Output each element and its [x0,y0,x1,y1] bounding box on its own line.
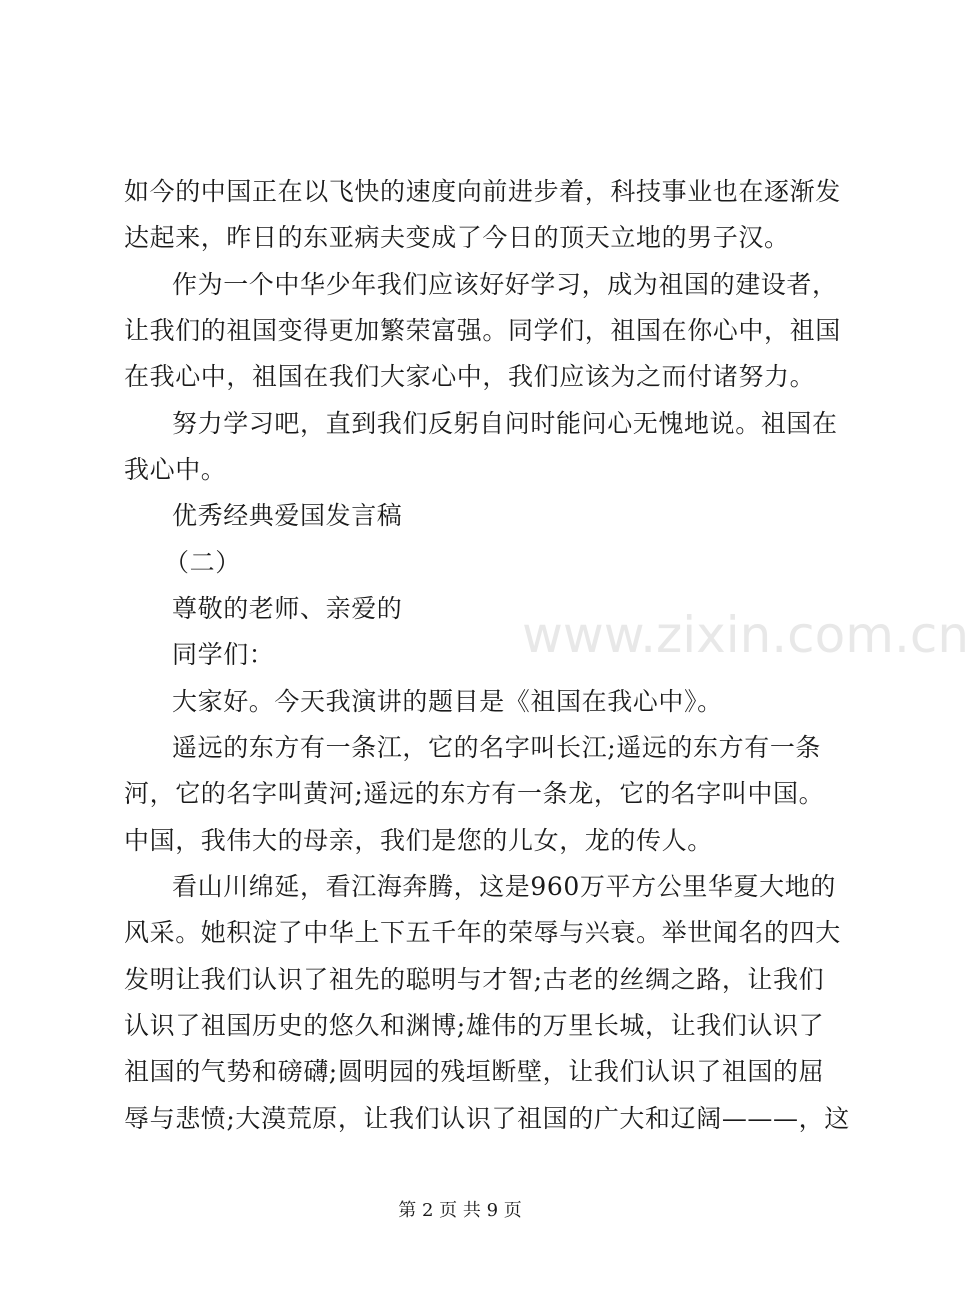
watermark-text: www.zixin.com.cn [522,606,969,664]
body-line-16: 祖国的气势和磅礴;圆明园的残垣断壁，让我们认识了祖国的屈 [124,1057,825,1086]
section-number: （二） [164,548,241,577]
body-line-12: 看山川绵延，看江海奔腾，这是960万平方公里华夏大地的 [172,872,836,901]
body-line-7: 我心中。 [124,455,227,484]
page-footer: 第 2 页 共 9 页 [398,1200,522,1221]
body-line-2: 达起来，昨日的东亚病夫变成了今日的顶天立地的男子汉。 [124,223,790,252]
body-line-9: 遥远的东方有一条江，它的名字叫长江;遥远的东方有一条 [172,733,822,762]
body-line-4: 让我们的祖国变得更加繁荣富强。同学们，祖国在你心中，祖国 [124,316,841,345]
body-line-10: 河，它的名字叫黄河;遥远的东方有一条龙，它的名字叫中国。 [124,779,825,808]
body-line-5: 在我心中，祖国在我们大家心中，我们应该为之而付诸努力。 [124,362,816,391]
greeting-line-1: 尊敬的老师、亲爱的 [172,594,403,623]
body-line-13: 风采。她积淀了中华上下五千年的荣辱与兴衰。举世闻名的四大 [124,918,841,947]
body-line-8: 大家好。今天我演讲的题目是《祖国在我心中》。 [172,687,723,716]
body-line-3: 作为一个中华少年我们应该好好学习，成为祖国的建设者， [172,270,838,299]
body-line-15: 认识了祖国历史的悠久和渊博;雄伟的万里长城，让我们认识了 [124,1011,825,1040]
body-line-17: 辱与悲愤;大漠荒原，让我们认识了祖国的广大和辽阔———，这 [124,1104,850,1133]
body-line-14: 发明让我们认识了祖先的聪明与才智;古老的丝绸之路，让我们 [124,965,825,994]
section-title: 优秀经典爱国发言稿 [172,501,403,530]
body-line-1: 如今的中国正在以飞快的速度向前进步着，科技事业也在逐渐发 [124,177,841,206]
body-line-11: 中国，我伟大的母亲，我们是您的儿女，龙的传人。 [124,826,713,855]
greeting-line-2: 同学们： [172,640,275,669]
body-line-6: 努力学习吧，直到我们反躬自问时能问心无愧地说。祖国在 [172,409,838,438]
